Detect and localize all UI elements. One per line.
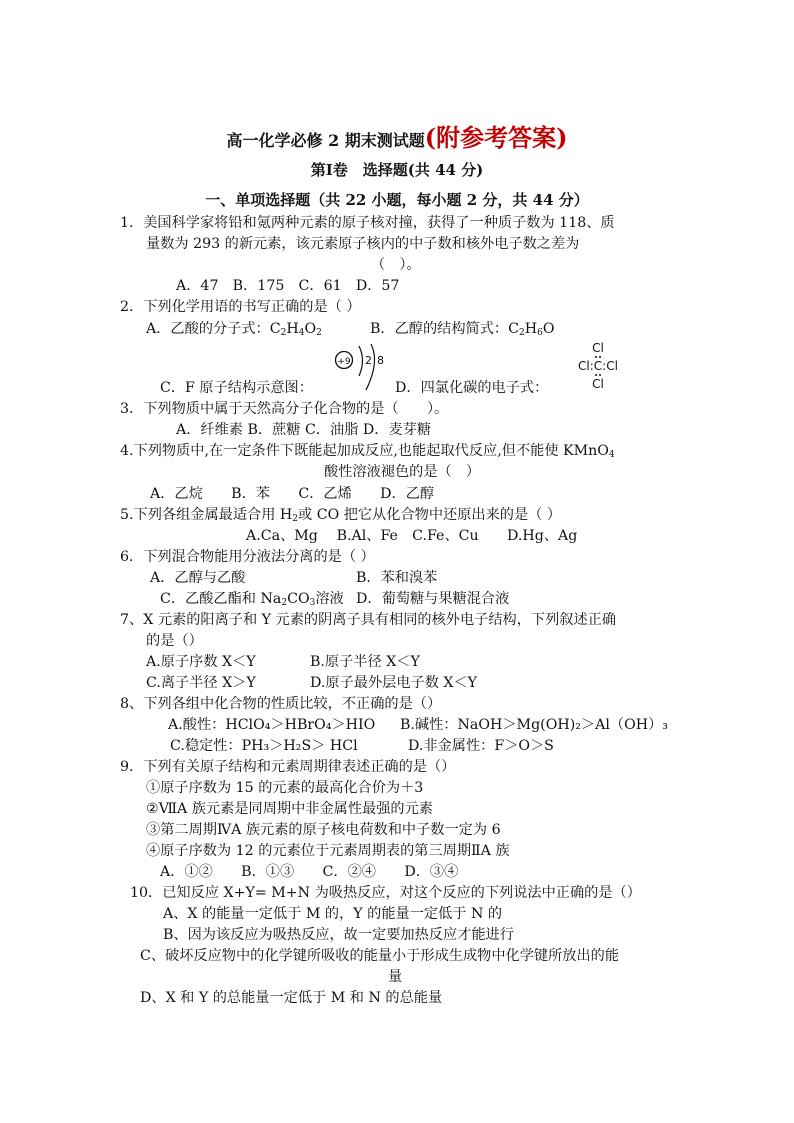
- title-main: 高一化学必修 2 期末测试题: [226, 131, 425, 150]
- q7-option-d: D.原子最外层电子数 X＜Y: [310, 675, 478, 691]
- document-title: [0, 118, 794, 153]
- q10-option-c-line1: C、破坏反应物中的化学键所吸收的能量小于形成生成物中化学键所放出的能: [140, 948, 620, 964]
- q2-option-b: [370, 319, 554, 339]
- nucleus-charge: +9: [337, 357, 351, 367]
- title-note: (附参考答案): [424, 123, 568, 152]
- shell-count-2: 8: [377, 354, 384, 367]
- q8-stem: 8、下列各组中化合物的性质比较，不正确的是（）: [120, 696, 442, 712]
- q8-option-b: B.碱性：NaOH＞Mg(OH)₂＞Al（OH）₃: [400, 717, 668, 733]
- q2-stem: 2．下列化学用语的书写正确的是（ ）: [120, 299, 361, 315]
- q6-option-c-b: CO: [287, 591, 310, 607]
- q4-line1-text: 4.下列物质中,在一定条件下既能起加成反应,也能起取代反应,但不能使 KMnO: [120, 443, 609, 459]
- q6-option-c-sub1: 2: [281, 598, 288, 608]
- q10-option-b: B、因为该反应为吸热反应，故一定要加热反应才能进行: [163, 927, 514, 943]
- q8-option-d: D.非金属性：F＞O＞S: [408, 738, 554, 754]
- q1-options: A．47 B．175 C．61 D．57: [176, 278, 400, 294]
- shell-arc-2: [366, 344, 375, 390]
- q6-option-c: [160, 589, 344, 609]
- q6-option-c-sub2: 3: [309, 598, 316, 608]
- q3-stem: 3．下列物质中属于天然高分子化合物的是（ ）。: [120, 401, 449, 417]
- q4-line1: [120, 441, 615, 461]
- q9-statement-4: ④原子序数为 12 的元素位于元素周期表的第三周期ⅡA 族: [146, 843, 510, 859]
- q6-option-b: B．苯和溴苯: [356, 570, 438, 586]
- q7-option-a: A.原子序数 X＜Y: [146, 654, 256, 670]
- q6-option-d: D．葡萄糖与果糖混合液: [356, 591, 510, 607]
- q4-line2: 酸性溶液褪色的是（ ）: [324, 464, 481, 480]
- q5-stem-a: 5.下列各组金属最适合用 H: [120, 507, 293, 523]
- q9-statement-1: ①原子序数为 15 的元素的最高化合价为＋3: [146, 780, 424, 796]
- section-title: 一、单项选择题（共 22 小题，每小题 2 分，共 44 分）: [205, 191, 589, 209]
- q6-stem: 6．下列混合物能用分液法分离的是（ ）: [120, 549, 375, 565]
- q2-a-sub1: 2: [280, 328, 287, 338]
- q9-stem: 9．下列有关原子结构和元素周期律表述正确的是（）: [120, 759, 456, 775]
- ccl4-electron-formula: [564, 339, 630, 393]
- part-title: 第Ⅰ卷 选择题(共 44 分): [310, 161, 484, 179]
- q5-stem: [120, 505, 561, 525]
- q9-options: A．①② B．①③ C．②④ D．③④: [160, 864, 459, 880]
- q2-option-a-text: A．乙酸的分子式：C: [146, 321, 281, 337]
- q6-option-c-c: 溶液: [315, 591, 344, 607]
- q2-option-a: [146, 319, 322, 339]
- q2-option-c: C．F 原子结构示意图：: [160, 380, 313, 396]
- ccl4-top: Cl: [592, 341, 604, 355]
- q10-option-a: A、X 的能量一定低于 M 的，Y 的能量一定低于 N 的: [163, 906, 503, 922]
- q1-line1: 1．美国科学家将铅和氪两种元素的原子核对撞，获得了一种质子数为 118、质: [120, 215, 615, 231]
- q2-a-h: H: [286, 321, 299, 337]
- q7-line1: 7、X 元素的阳离子和 Y 元素的阴离子具有相同的核外电子结构，下列叙述正确: [120, 612, 617, 628]
- q2-a-o: O: [304, 321, 317, 337]
- electron-dot: [595, 374, 597, 376]
- q2-b-o: O: [542, 321, 555, 337]
- q2-a-sub3: 2: [316, 328, 322, 338]
- q4-line1-sub: 4: [608, 450, 615, 460]
- electron-dot: [599, 356, 601, 358]
- shell-count-1: 2: [365, 354, 372, 367]
- q9-statement-2: ②ⅦA 族元素是同周期中非金属性最强的元素: [146, 801, 433, 817]
- q1-line2: 量数为 293 的新元素，该元素原子核内的中子数和核外电子数之差为: [146, 236, 580, 252]
- q5-options: A.Ca、Mg B.Al、Fe C.Fe、Cu D.Hg、Ag: [246, 528, 578, 544]
- q6-option-a: A．乙醇与乙酸: [150, 570, 246, 586]
- q2-b-sub2: 6: [537, 328, 543, 338]
- q6-option-c-a: C．乙酸乙酯和 Na: [160, 591, 282, 607]
- electron-dot: [599, 374, 601, 376]
- q7-option-b: B.原子半径 X＜Y: [310, 654, 420, 670]
- q4-options: A．乙烷 B．苯 C．乙烯 D．乙醇: [150, 486, 435, 502]
- ccl4-bottom: Cl: [592, 377, 604, 391]
- q3-options: A．纤维素 B．蔗糖 C．油脂 D．麦芽糖: [176, 422, 432, 438]
- fluorine-atom-diagram: [332, 342, 388, 394]
- q9-statement-3: ③第二周期ⅣA 族元素的原子核电荷数和中子数一定为 6: [146, 822, 501, 838]
- ccl4-middle: Cl:C:Cl: [578, 359, 618, 373]
- electron-dot: [595, 356, 597, 358]
- q10-stem: 10．已知反应 X+Y= M+N 为吸热反应，对这个反应的下列说法中正确的是（）: [130, 885, 641, 901]
- q2-b-sub1: 2: [518, 328, 525, 338]
- q7-option-c: C.离子半径 X＞Y: [146, 675, 256, 691]
- q2-option-b-text: B．乙醇的结构简式：C: [370, 321, 519, 337]
- q2-a-sub2: 4: [298, 328, 305, 338]
- q2-b-h: H: [524, 321, 538, 337]
- q1-blank: （ ）。: [371, 257, 421, 273]
- q5-stem-b: 或 CO 把它从化合物中还原出来的是（ ）: [298, 507, 562, 523]
- q8-option-a: A.酸性：HClO₄＞HBrO₄＞HIO: [168, 717, 376, 733]
- q2-option-d: D．四氯化碳的电子式：: [395, 380, 549, 396]
- q7-line2: 的是（）: [146, 633, 203, 649]
- q5-stem-sub: 2: [292, 514, 299, 524]
- q8-option-c: C.稳定性：PH₃＞H₂S＞ HCl: [170, 738, 358, 754]
- q10-option-c-line2: 量: [388, 969, 403, 985]
- q10-option-d: D、X 和 Y 的总能量一定低于 M 和 N 的总能量: [140, 990, 443, 1006]
- shell-arc-1: [359, 346, 363, 376]
